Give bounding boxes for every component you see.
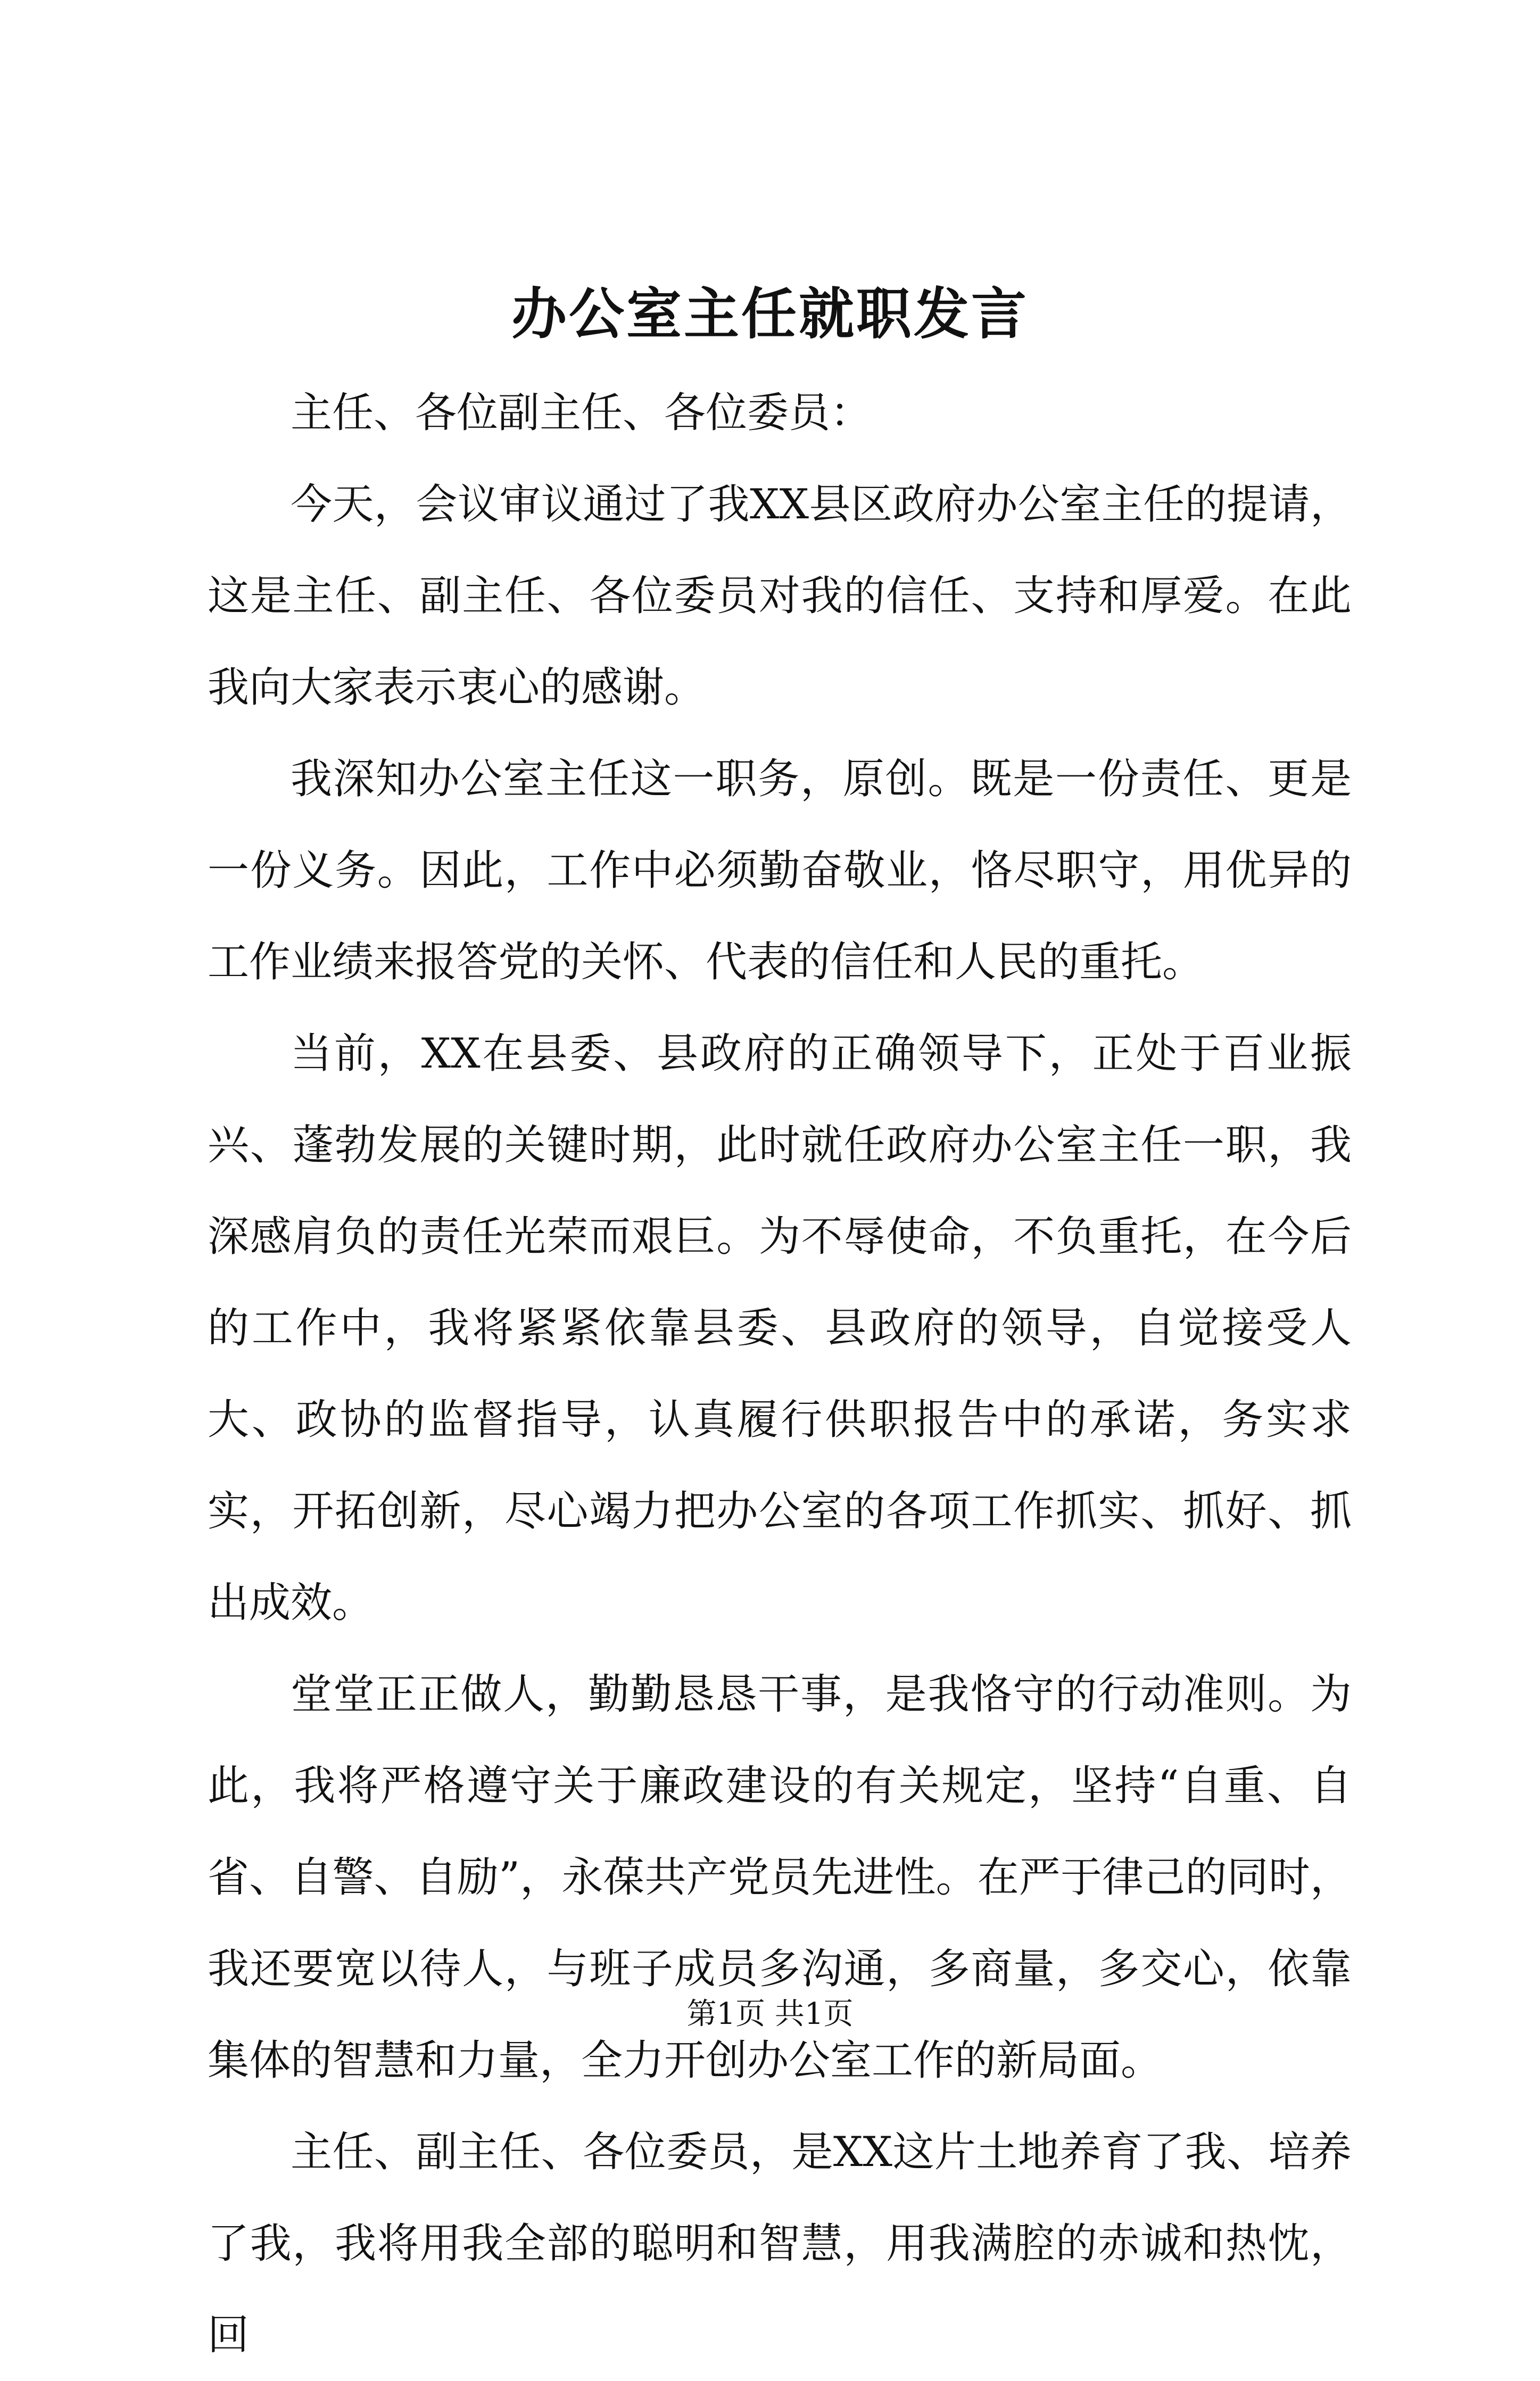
body-paragraph: 当前，XX在县委、县政府的正确领导下，正处于百业振兴、蓬勃发展的关键时期，此时就任政府办公室主任一职，我深感肩负的责任光荣而艰巨。为不辱使命，不负重托，在今后的工作中，我将紧紧依靠县委、县政府的领导，自觉接受人大、政协的监督指导，认真履行供职报告中的承诺，务实求实，开拓创新，尽心竭力把办公室的各项工作抓实、抓好、抓出成效。 xyxy=(208,1030,1352,1627)
body-paragraph: 我深知办公室主任这一职务，原创。既是一份责任、更是一份义务。因此，工作中必须勤奋敬业，恪尽职守，用优异的工作业绩来报答党的关怀、代表的信任和人民的重托。 xyxy=(208,755,1352,986)
body-paragraph: 主任、副主任、各位委员，是XX这片土地养育了我、培养了我，我将用我全部的聪明和智慧，用我满腔的赤诚和热忱，回 xyxy=(208,2128,1352,2359)
body-paragraph: 堂堂正正做人，勤勤恳恳干事，是我恪守的行动准则。为此，我将严格遵守关于廉政建设的有关规定，坚持“自重、自省、自警、自励”，永葆共产党员先进性。在严于律己的同时，我还要宽以待人，与班子成员多沟通，多商量，多交心，依靠集体的智慧和力量，全力开创办公室工作的新局面。 xyxy=(208,1671,1352,2085)
document-title: 办公室主任就职发言 xyxy=(511,281,1029,346)
document-body xyxy=(208,367,1352,2381)
salutation-paragraph: 主任、各位副主任、各位委员： xyxy=(291,389,872,437)
body-paragraph: 今天，会议审议通过了我XX县区政府办公室主任的提请，这是主任、副主任、各位委员对我的信任、支持和厚爱。在此我向大家表示衷心的感谢。 xyxy=(208,481,1352,712)
page-number-footer: 第1页 共1页 xyxy=(686,1997,854,2031)
